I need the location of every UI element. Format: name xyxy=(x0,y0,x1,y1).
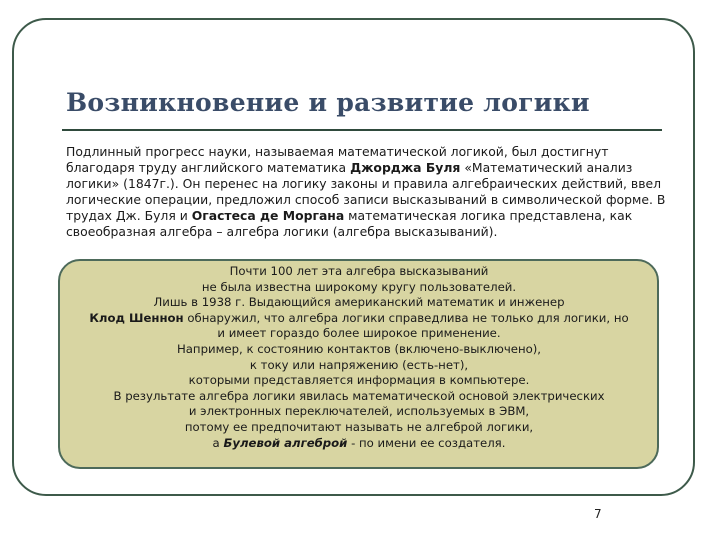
callout-text xyxy=(62,264,656,451)
slide-title: Возникновение и развитие логики xyxy=(66,88,590,117)
callout-line-9: В результате алгебра логики явилась математической основой электрических xyxy=(113,388,605,403)
callout-line-5: и имеет гораздо более широкое применение. xyxy=(217,326,501,341)
callout-line-11: потому ее предпочитают называть не алгеброй логики, xyxy=(184,419,534,434)
name-de-morgan: Огастеса де Моргана xyxy=(191,208,345,223)
callout-line-12-pre: а xyxy=(212,435,224,450)
page-number: 7 xyxy=(594,507,602,521)
callout-line-2: не была известна широкому кругу пользователей. xyxy=(201,279,517,294)
callout-line-4: обнаружил, что алгебра логики справедлива не только для логики, но xyxy=(183,310,629,325)
callout-line-8: которыми представляется информация в компьютере. xyxy=(188,373,530,388)
callout-line-12-post: - по имени ее создателя. xyxy=(347,435,506,450)
title-underline xyxy=(62,129,662,131)
callout-line-7: к току или напряжению (есть-нет), xyxy=(249,357,469,372)
intro-text-1: Подлинный прогресс науки, называемая математической логикой, был достигнут благодаря труду английского математика xyxy=(66,144,609,175)
boolean-algebra-term: Булевой алгеброй xyxy=(223,435,348,450)
name-boole: Джорджа Буля xyxy=(350,160,461,175)
callout-line-3: Лишь в 1938 г. Выдающийся американский математик и инженер xyxy=(153,295,565,310)
callout-line-6: Например, к состоянию контактов (включено-выключено), xyxy=(176,341,542,356)
intro-paragraph xyxy=(66,144,666,240)
name-shannon: Клод Шеннон xyxy=(89,310,184,325)
callout-line-10: и электронных переключателей, используемых в ЭВМ, xyxy=(188,404,530,419)
intro-text-3: математическая логика представлена, как своеобразная алгебра – алгебра логики (алгебра высказываний). xyxy=(66,208,633,239)
callout-line-1: Почти 100 лет эта алгебра высказываний xyxy=(229,264,489,278)
intro-text-2: «Математический анализ логики» (1847г.). Он перенес на логику законы и правила алгебраических действий, ввел логические операции, предложил способ записи высказываний в символической форме. В трудах Дж. Буля и xyxy=(66,160,666,223)
